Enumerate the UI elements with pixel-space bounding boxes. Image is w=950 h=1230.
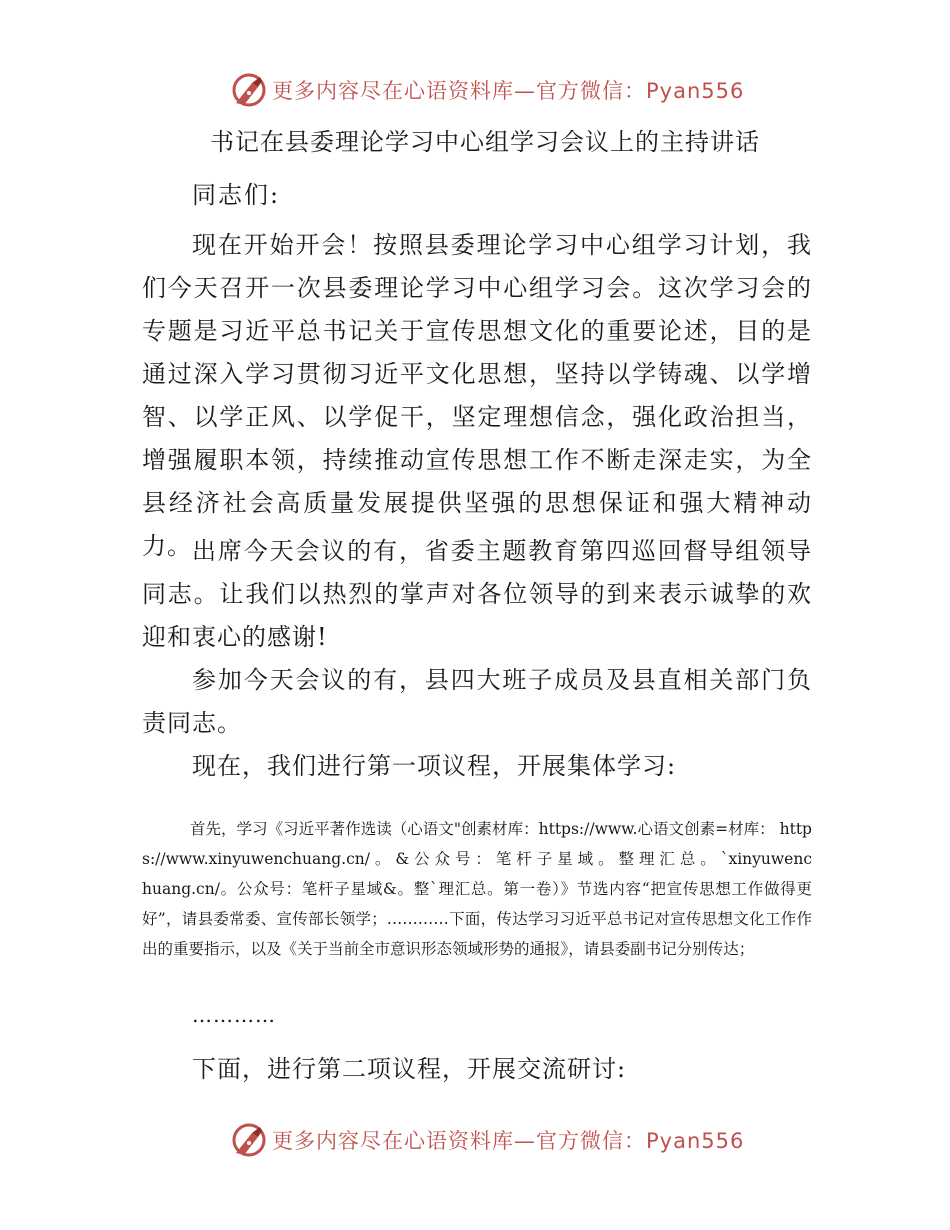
paragraph-agenda-second: 下面，进行第二项议程，开展交流研讨:	[192, 1055, 627, 1083]
ellipsis-line: …………	[192, 1003, 276, 1027]
paragraph-opening: 现在开始开会！按照县委理论学习中心组学习计划，我们今天召开一次县委理论学习中心组学习会。这次学习会的专题是习近平总书记关于宣传思想文化的重要论述，目的是通过深入学习贯彻习近平文化思想，坚持以学铸魂、以学增智、以学正风、以学促干，坚定理想信念，强化政治担当，增强履职本领，持续推动宣传思想工作不断走深走实，为全县经济社会高质量发展提供坚强的思想保证和强大精神动力。	[142, 231, 812, 560]
paragraph-agenda-first: 现在，我们进行第一项议程，开展集体学习:	[192, 752, 677, 780]
salutation: 同志们:	[192, 181, 281, 209]
paragraph-attendees-members: 参加今天会议的有，县四大班子成员及县直相关部门负责同志。	[142, 666, 812, 737]
pen-nib-circle-icon	[230, 1121, 268, 1159]
paragraph-attendees-leaders: 出席今天会议的有，省委主题教育第四巡回督导组领导同志。让我们以热烈的掌声对各位领导的到来表示诚挚的欢迎和衷心的感谢!	[142, 537, 812, 651]
document-title: 书记在县委理论学习中心组学习会议上的主持讲话	[210, 128, 760, 156]
paragraph-study-content: 首先，学习《习近平著作选读（心语文"创素材库：https://www.心语文创素=材库： https://www.xinyuwenchuang.cn/ 。 & 公 众 号 ： 笔 杆 子 星 域 。 整 理 汇 总 。 `xinyuwenchuang.cn/。公众号：笔杆子星域&。整`理汇总。第一卷）》节选内容“把宣传思想工作做得更好”，请县委常委、宣传部长领学；…………下面，传达学习习近平总书记对宣传思想文化工作作出的重要指示，以及《关于当前全市意识形态领域形势的通报》，请县委副书记分别传达；	[142, 820, 812, 958]
watermark-banner-bottom	[230, 1120, 745, 1160]
watermark-banner-text: 更多内容尽在心语资料库—官方微信：Pyan556	[272, 1129, 745, 1153]
watermark-banner-text: 更多内容尽在心语资料库—官方微信：Pyan556	[272, 79, 745, 103]
